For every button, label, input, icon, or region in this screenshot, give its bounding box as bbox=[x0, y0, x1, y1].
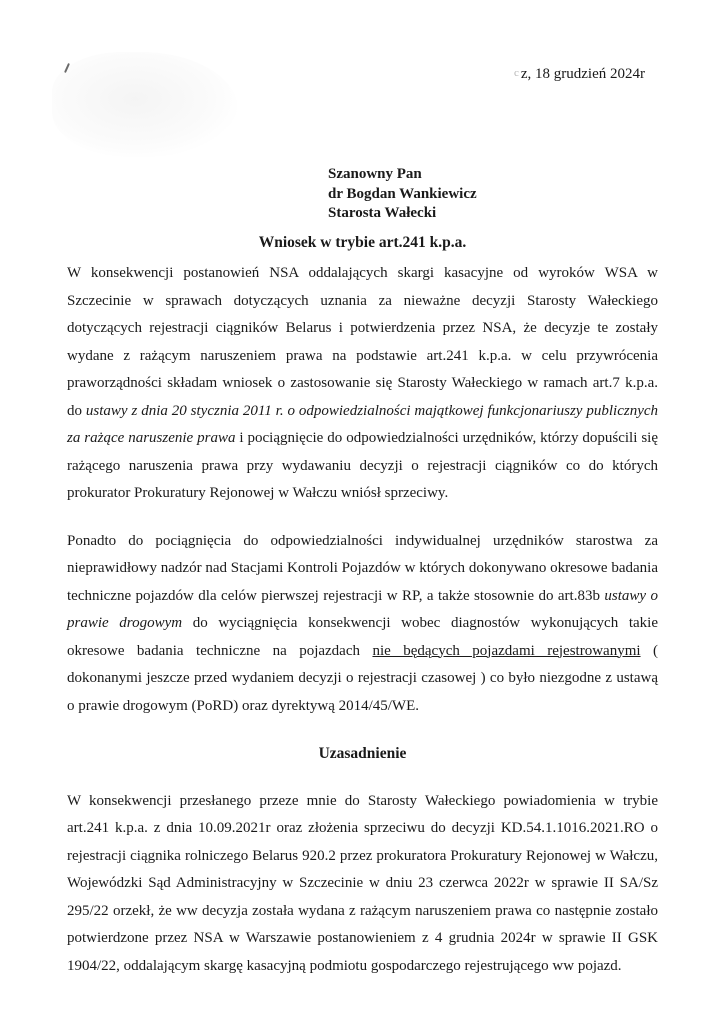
recipient-salutation: Szanowny Pan bbox=[328, 166, 422, 182]
document-title: Wniosek w trybie art.241 k.p.a. bbox=[258, 234, 467, 251]
recipient-name: dr Bogdan Wankiewicz bbox=[328, 185, 477, 202]
body-paragraph-2: Ponadto do pociągnięcia do odpowiedzialności indywidualnej urzędników starostwa za nieprawidłowy nadzór nad Stacjami Kontroli Pojazdów w których dokonywano okresowe badania techniczne pojazdów dla celów pierwszej rejestracji w RP, a także stosownie do art.83b ustawy o prawie drogowym do wyciągnięcia konsekwencji wobec diagnostów wykonujących takie okresowe badania techniczne na pojazdach nie będących pojazdami rejestrowanymi ( dokonanymi jeszcze przed wydaniem decyzji o rejestracji czasowej ) co było niezgodne z ustawą o prawie drogowym (PoRD) oraz dyrektywą 2014/45/WE. bbox=[67, 532, 658, 714]
recipient-role: Starosta Wałecki bbox=[328, 205, 437, 221]
date-line bbox=[514, 63, 645, 84]
erased-sender-smudge bbox=[52, 52, 237, 157]
recipient-block bbox=[328, 165, 477, 224]
body-paragraph-3: W konsekwencji przesłanego przeze mnie do Starosty Wałeckiego powiadomienia w trybie art.241 k.p.a. z dnia 10.09.2021r oraz złożenia sprzeciwu do decyzji KD.54.1.1016.2021.RO o rejestracji ciągnika rolniczego Belarus 920.2 przez prokuratora Prokuratury Rejonowej w Wałczu, Wojewódzki Sąd Administracyjny w Szczecinie w dniu 23 czerwca 2022r w sprawie II SA/Sz 295/22 orzekł, że ww decyzja została wydana z rażącym naruszeniem prawa co następnie zostało potwierdzone przez NSA w Warszawie postanowieniem z 4 grudnia 2024r w sprawie II GSK 1904/22, oddalającym skargę kasacyjną podmiotu gospodarczego rejestrującego ww pojazd. bbox=[67, 792, 658, 974]
document-body bbox=[67, 260, 658, 980]
pen-mark bbox=[64, 63, 70, 73]
body-paragraph-1: W konsekwencji postanowień NSA oddalających skargi kasacyjne od wyroków WSA w Szczecinie w sprawach dotyczących uznania za nieważne decyzji Starosty Wałeckiego dotyczących rejestracji ciągników Belarus i potwierdzenia przez NSA, że decyzje te zostały wydane z rażącym naruszeniem prawa na podstawie art.241 k.p.a. w celu przywrócenia praworządności składam wniosek o zastosowanie się Starosty Wałeckiego w ramach art.7 k.p.a. do ustawy z dnia 20 stycznia 2011 r. o odpowiedzialności majątkowej funkcjonariuszy publicznych za rażące naruszenie prawa i pociągnięcie do odpowiedzialności urzędników, którzy dopuścili się rażącego naruszenia prawa przy wydawaniu decyzji o rejestracji ciągników co do których prokurator Prokuratury Rejonowej w Wałczu wniósł sprzeciwy. bbox=[67, 265, 659, 501]
date-text: z, 18 grudzień 2024r bbox=[520, 66, 645, 82]
section-heading: Uzasadnienie bbox=[318, 745, 407, 762]
erased-character-remnant: c bbox=[513, 67, 519, 79]
